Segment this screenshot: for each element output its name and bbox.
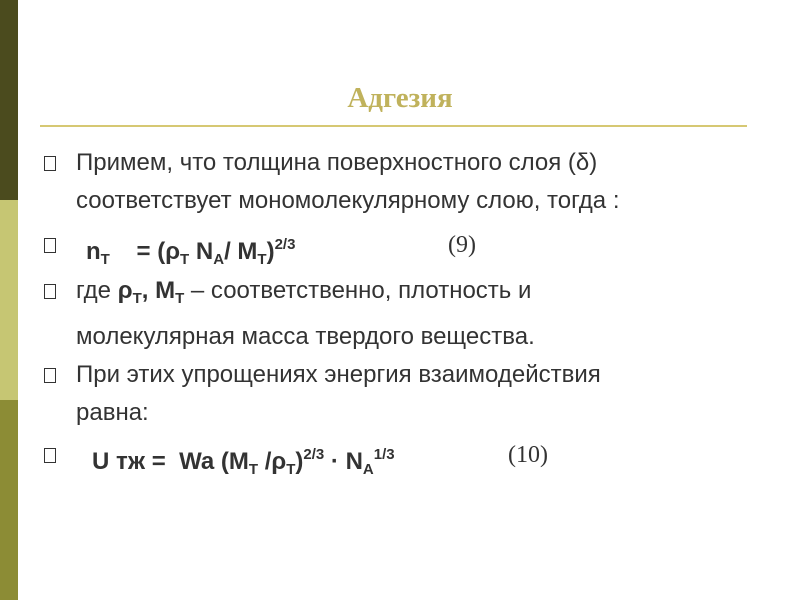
formula-subscript: A [213, 251, 225, 268]
formula-part: / M [224, 238, 258, 265]
formula-subscript: T [286, 461, 296, 478]
list-item [76, 356, 601, 432]
formula-subscript: T [180, 251, 190, 268]
bullet-box-icon [44, 448, 56, 463]
formula-part: · N [324, 448, 363, 475]
formula-part: /ρ [258, 448, 287, 475]
list-item [76, 144, 619, 220]
list-item-line: молекулярная масса твердого вещества. [76, 323, 535, 350]
equation-number-10: (10) [508, 442, 548, 468]
formula-part: ) [266, 238, 275, 265]
equation-number-9: (9) [448, 232, 476, 258]
formula-part: N [195, 238, 214, 265]
formula-subscript: T [175, 290, 185, 307]
formula-subscript: T [100, 251, 110, 268]
bullet-box-icon [44, 238, 56, 253]
formula-subscript: T [248, 461, 259, 478]
formula-symbol: ρ [117, 277, 133, 304]
bullet-box-icon [44, 156, 56, 171]
formula-symbol: n [86, 238, 101, 265]
list-item-line: где $\rho_T$, $M_T$ – соответственно, плотность и [76, 277, 532, 307]
slide-title: Адгезия [347, 82, 453, 114]
formula-part: U тж = [92, 448, 173, 475]
list-item-line: Примем, что толщина поверхностного слоя (δ) [76, 149, 598, 176]
formula-symbol: , M [141, 277, 176, 304]
formula-exponent: 2/3 [274, 236, 296, 253]
formula-subscript: A [362, 461, 374, 478]
list-item-line: При этих упрощениях энергия взаимодействия [76, 361, 601, 388]
formula-part: Wa (M [179, 448, 249, 475]
formula-subscript: T [257, 251, 267, 268]
formula-exponent: 1/3 [373, 446, 395, 463]
bullet-box-icon [44, 368, 56, 383]
list-item-line: соответствует мономолекулярному слою, тогда : [76, 187, 620, 214]
title-divider [40, 125, 747, 127]
bullet-box-icon [44, 284, 56, 299]
formula-10 [92, 436, 395, 489]
formula-part: = (ρ [136, 238, 181, 265]
decor-strip-middle [0, 200, 18, 400]
list-item [76, 272, 535, 356]
formula-subscript: T [132, 290, 142, 307]
formula-part: ) [295, 448, 304, 475]
list-item-line: равна: [76, 399, 149, 426]
decor-strip-bottom [0, 400, 18, 600]
formula-exponent: 2/3 [303, 446, 325, 463]
